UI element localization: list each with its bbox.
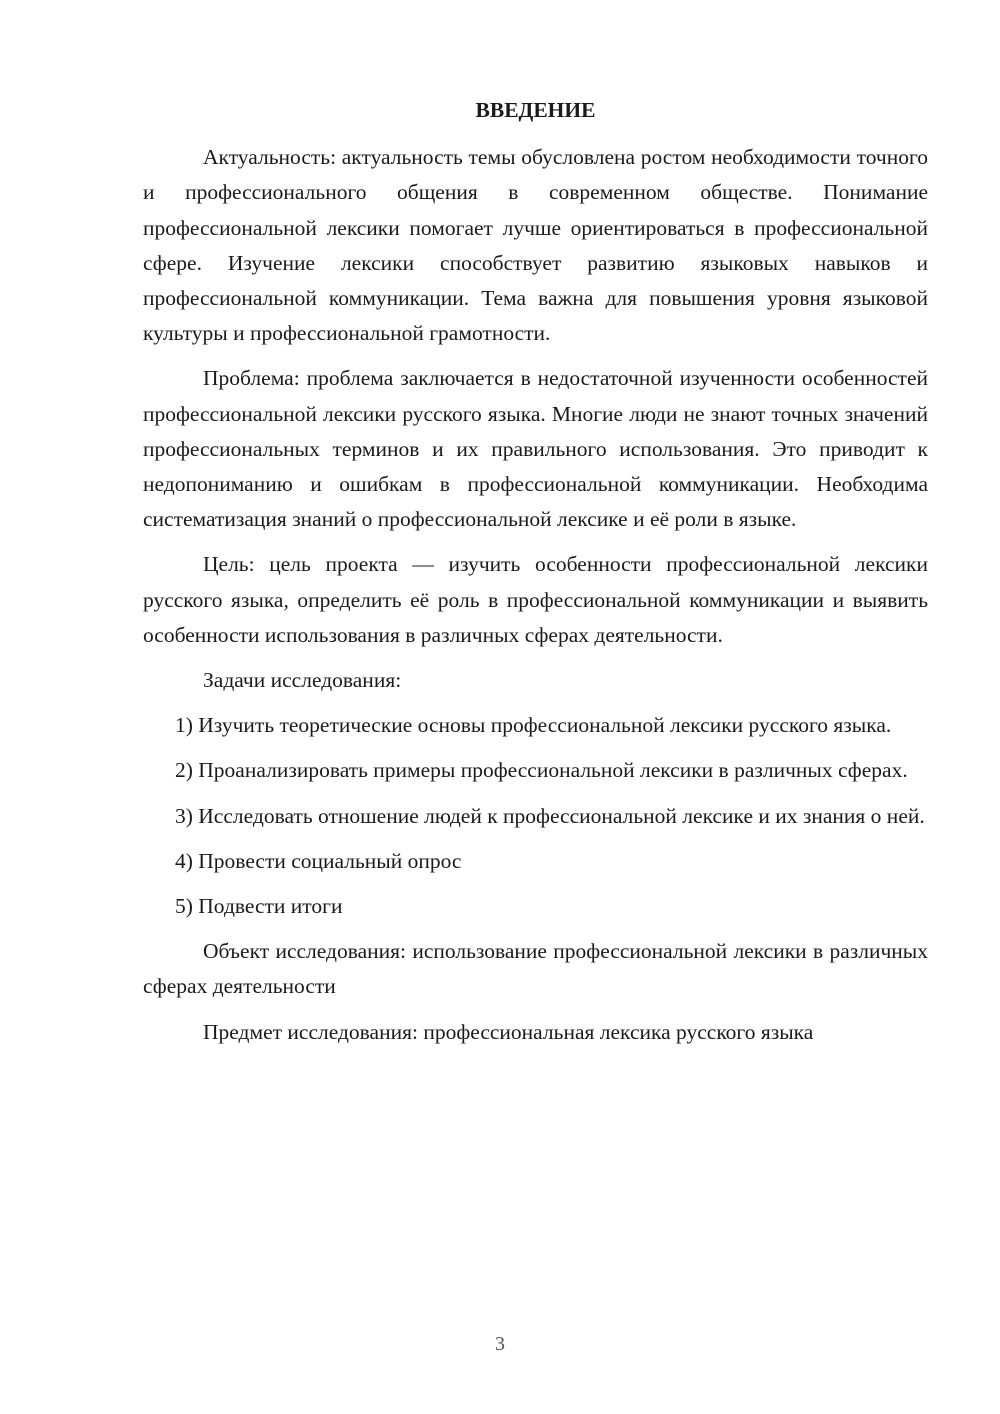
task-item-5: 5) Подвести итоги <box>175 894 343 919</box>
section-heading: ВВЕДЕНИЕ <box>475 98 596 122</box>
task-item-3: 3) Исследовать отношение людей к профессиональной лексике и их знания о ней. <box>175 803 925 828</box>
paragraph-object: Объект исследования: использование профессиональной лексики в различных сферах деятельности <box>143 939 928 999</box>
paragraph-goal: Цель: цель проекта — изучить особенности профессиональной лексики русского языка, определить её роль в профессиональной коммуникации и выявить особенности использования в различных сферах деятельности. <box>143 552 928 647</box>
paragraph-relevance: Актуальность: актуальность темы обусловлена ростом необходимости точного и профессионального общения в современном обществе. Понимание профессиональной лексики помогает лучше ориентироваться в профессиональной сфере. Изучение лексики способствует развитию языковых навыков и профессиональной коммуникации. Тема важна для повышения уровня языковой культуры и профессиональной грамотности. <box>143 145 928 346</box>
paragraph-subject: Предмет исследования: профессиональная лексика русского языка <box>203 1019 814 1044</box>
task-item-4: 4) Провести социальный опрос <box>175 848 462 873</box>
tasks-heading: Задачи исследования: <box>203 668 402 693</box>
paragraph-problem: Проблема: проблема заключается в недостаточной изученности особенностей профессиональной лексики русского языка. Многие люди не знают точных значений профессиональных терминов и их правильного использования. Это приводит к недопониманию и ошибкам в профессиональной коммуникации. Необходима систематизация знаний о профессиональной лексике и её роли в языке. <box>143 366 928 532</box>
page-content <box>143 93 928 1060</box>
page-number: 3 <box>495 1333 505 1355</box>
task-item-1: 1) Изучить теоретические основы профессиональной лексики русского языка. <box>175 713 892 738</box>
task-item-2: 2) Проанализировать примеры профессиональной лексики в различных сферах. <box>175 758 908 783</box>
